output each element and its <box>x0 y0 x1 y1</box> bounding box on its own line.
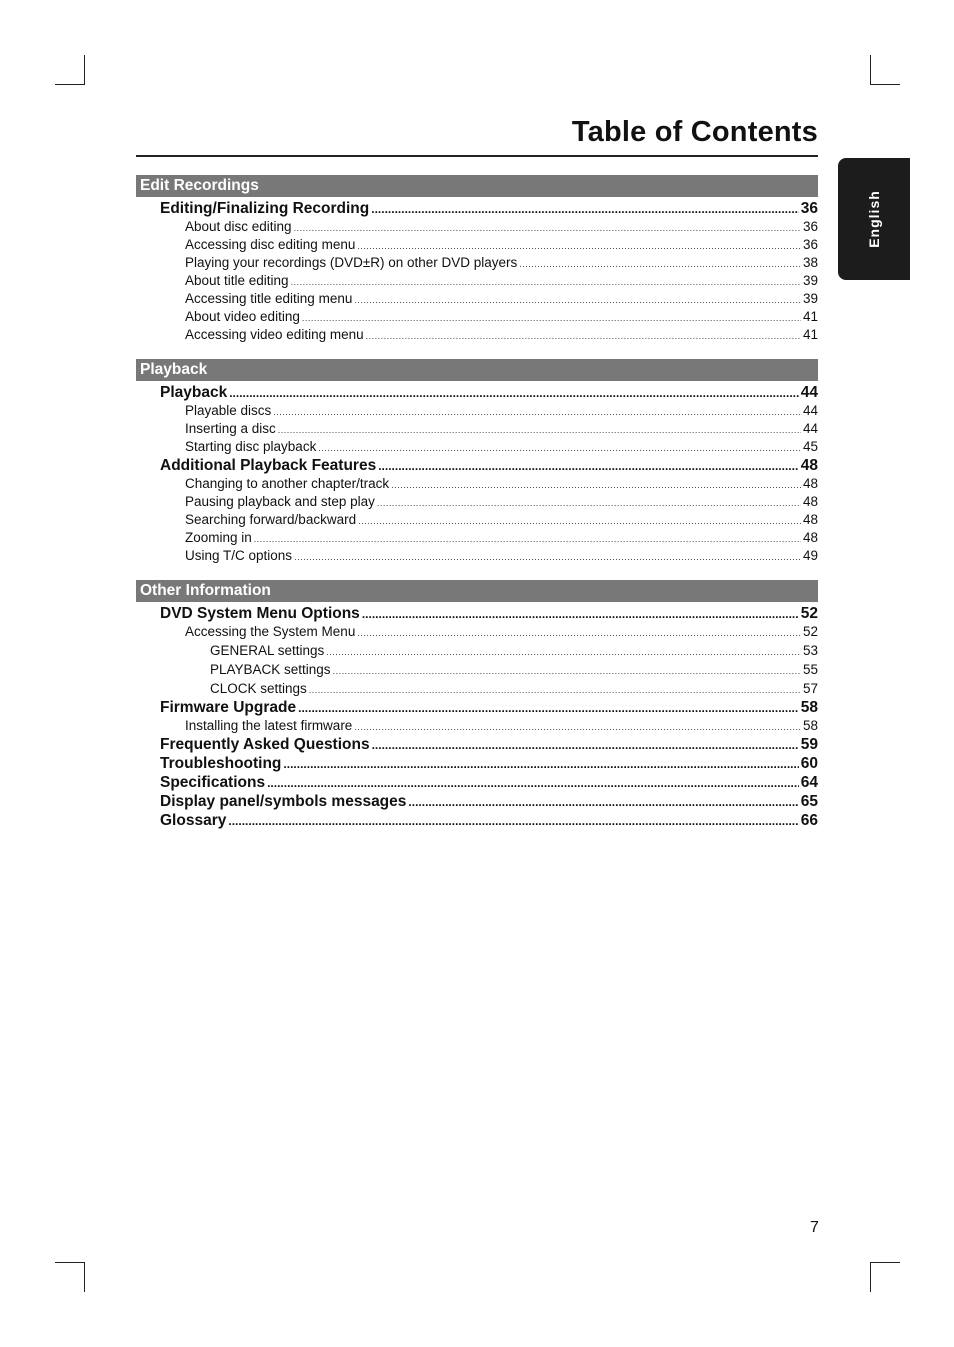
toc-entry-page: 59 <box>800 736 818 753</box>
toc-entry-label: Zooming in <box>185 530 252 545</box>
dot-leader <box>291 273 801 291</box>
dot-leader <box>294 219 801 237</box>
toc-entry-label: Accessing video editing menu <box>185 327 364 342</box>
toc-entry[interactable] <box>136 698 818 717</box>
toc-entry-label: CLOCK settings <box>210 681 307 696</box>
toc-entry[interactable] <box>136 717 818 735</box>
toc-entry-label: Display panel/symbols messages <box>160 793 407 810</box>
section-header: Playback <box>136 359 818 381</box>
crop-mark-top-right-v <box>870 55 871 85</box>
toc-entry-page: 44 <box>800 384 818 401</box>
toc-entry-page: 49 <box>802 548 818 563</box>
toc-entry-label: Accessing title editing menu <box>185 291 353 306</box>
toc-entry-label: DVD System Menu Options <box>160 605 360 622</box>
toc-entry-page: 41 <box>802 309 818 324</box>
crop-mark-bottom-left-v <box>84 1262 85 1292</box>
toc-entry[interactable] <box>136 811 818 830</box>
section-header: Other Information <box>136 580 818 602</box>
toc-entry-page: 39 <box>802 291 818 306</box>
toc-entry-page: 64 <box>800 774 818 791</box>
toc-entry-label: Pausing playback and step play <box>185 494 375 509</box>
toc-entry-label: Glossary <box>160 812 227 829</box>
toc-entry-label: Troubleshooting <box>160 755 282 772</box>
toc-entry[interactable] <box>136 547 818 565</box>
toc-entry[interactable] <box>136 660 818 679</box>
dot-leader <box>302 309 801 327</box>
toc-entry-page: 53 <box>802 643 818 658</box>
toc-section <box>136 580 818 830</box>
toc-entry[interactable] <box>136 218 818 236</box>
toc-entry-label: About title editing <box>185 273 289 288</box>
toc-entry[interactable] <box>136 604 818 623</box>
dot-leader <box>377 494 801 512</box>
dot-leader <box>298 699 799 718</box>
toc-entry-page: 44 <box>802 421 818 436</box>
dot-leader <box>273 403 801 421</box>
toc-entry-page: 48 <box>802 476 818 491</box>
toc-entry[interactable] <box>136 199 818 218</box>
toc-entry-page: 45 <box>802 439 818 454</box>
toc-entry-label: Inserting a disc <box>185 421 276 436</box>
crop-mark-top-left-v <box>84 55 85 85</box>
toc-entry[interactable] <box>136 456 818 475</box>
dot-leader <box>278 421 801 439</box>
dot-leader <box>309 681 801 700</box>
toc-entry[interactable] <box>136 735 818 754</box>
dot-leader <box>408 793 798 812</box>
toc-entry[interactable] <box>136 402 818 420</box>
dot-leader <box>283 755 798 774</box>
toc-entry-page: 52 <box>802 624 818 639</box>
toc-entry-page: 48 <box>802 512 818 527</box>
toc-entry[interactable] <box>136 438 818 456</box>
dot-leader <box>371 200 799 219</box>
toc-entry-page: 48 <box>802 494 818 509</box>
dot-leader <box>357 624 801 642</box>
toc-entry-label: Specifications <box>160 774 266 791</box>
toc-entry[interactable] <box>136 679 818 698</box>
toc-entry[interactable] <box>136 308 818 326</box>
toc-entry[interactable] <box>136 420 818 438</box>
toc-entry-label: Frequently Asked Questions <box>160 736 370 753</box>
toc-entry-label: PLAYBACK settings <box>210 662 331 677</box>
language-tab <box>838 158 910 280</box>
dot-leader <box>366 327 801 345</box>
dot-leader <box>354 291 801 309</box>
toc-entry-page: 58 <box>800 699 818 716</box>
toc-entry[interactable] <box>136 623 818 641</box>
crop-mark-bottom-right-h <box>870 1262 900 1263</box>
dot-leader <box>318 439 801 457</box>
title-divider <box>136 155 818 157</box>
language-tab-label: English <box>866 190 882 248</box>
toc-entry-label: Playing your recordings (DVD±R) on other DVD players <box>185 255 518 270</box>
toc-entry[interactable] <box>136 272 818 290</box>
dot-leader <box>267 774 799 793</box>
crop-mark-top-right-h <box>870 84 900 85</box>
toc-entry-page: 48 <box>802 530 818 545</box>
toc-entry[interactable] <box>136 493 818 511</box>
toc-entry[interactable] <box>136 511 818 529</box>
dot-leader <box>254 530 801 548</box>
toc-section <box>136 359 818 565</box>
toc-entry-label: Editing/Finalizing Recording <box>160 200 370 217</box>
toc-entry-label: Playable discs <box>185 403 272 418</box>
toc-entry-page: 58 <box>802 718 818 733</box>
toc-entry-page: 55 <box>802 662 818 677</box>
toc-entry-page: 36 <box>802 237 818 252</box>
toc-entry-page: 52 <box>800 605 818 622</box>
toc-entry-label: About video editing <box>185 309 300 324</box>
toc-sections <box>136 175 818 845</box>
dot-leader <box>294 548 801 566</box>
toc-entry[interactable] <box>136 754 818 773</box>
toc-entry-page: 36 <box>800 200 818 217</box>
crop-mark-bottom-right-v <box>870 1262 871 1292</box>
toc-entry-label: Accessing disc editing menu <box>185 237 356 252</box>
toc-entry-label: Accessing the System Menu <box>185 624 356 639</box>
dot-leader <box>358 512 801 530</box>
crop-mark-top-left-h <box>55 84 85 85</box>
toc-entry[interactable] <box>136 290 818 308</box>
toc-entry-label: About disc editing <box>185 219 292 234</box>
toc-entry-page: 44 <box>802 403 818 418</box>
toc-entry-label: Additional Playback Features <box>160 457 377 474</box>
toc-entry-label: Firmware Upgrade <box>160 699 297 716</box>
toc-entry-page: 48 <box>800 457 818 474</box>
toc-entry-page: 38 <box>802 255 818 270</box>
dot-leader <box>362 605 799 624</box>
toc-entry[interactable] <box>136 641 818 660</box>
toc-entry-label: Searching forward/backward <box>185 512 357 527</box>
toc-entry[interactable] <box>136 326 818 344</box>
dot-leader <box>333 662 801 681</box>
toc-entry[interactable] <box>136 254 818 272</box>
toc-entry[interactable] <box>136 383 818 402</box>
toc-entry-page: 39 <box>802 273 818 288</box>
toc-section <box>136 175 818 344</box>
toc-entry-label: GENERAL settings <box>210 643 325 658</box>
page-title: Table of Contents <box>571 116 818 148</box>
crop-mark-bottom-left-h <box>55 1262 85 1263</box>
toc-entry[interactable] <box>136 792 818 811</box>
toc-entry-page: 36 <box>802 219 818 234</box>
toc-entry[interactable] <box>136 475 818 493</box>
toc-entry-label: Changing to another chapter/track <box>185 476 390 491</box>
toc-entry[interactable] <box>136 529 818 547</box>
dot-leader <box>372 736 799 755</box>
toc-entry[interactable] <box>136 236 818 254</box>
page-number: 7 <box>810 1219 819 1236</box>
dot-leader <box>229 384 799 403</box>
dot-leader <box>378 457 799 476</box>
dot-leader <box>357 237 801 255</box>
toc-entry-page: 66 <box>800 812 818 829</box>
toc-entry-page: 57 <box>802 681 818 696</box>
toc-entry[interactable] <box>136 773 818 792</box>
toc-entry-page: 41 <box>802 327 818 342</box>
toc-entry-label: Playback <box>160 384 228 401</box>
toc-entry-page: 65 <box>800 793 818 810</box>
toc-entry-label: Installing the latest firmware <box>185 718 353 733</box>
dot-leader <box>326 643 801 662</box>
toc-entry-label: Starting disc playback <box>185 439 317 454</box>
toc-entry-page: 60 <box>800 755 818 772</box>
dot-leader <box>519 255 801 273</box>
section-header: Edit Recordings <box>136 175 818 197</box>
dot-leader <box>354 718 801 736</box>
dot-leader <box>228 812 798 831</box>
dot-leader <box>391 476 801 494</box>
toc-entry-label: Using T/C options <box>185 548 293 563</box>
